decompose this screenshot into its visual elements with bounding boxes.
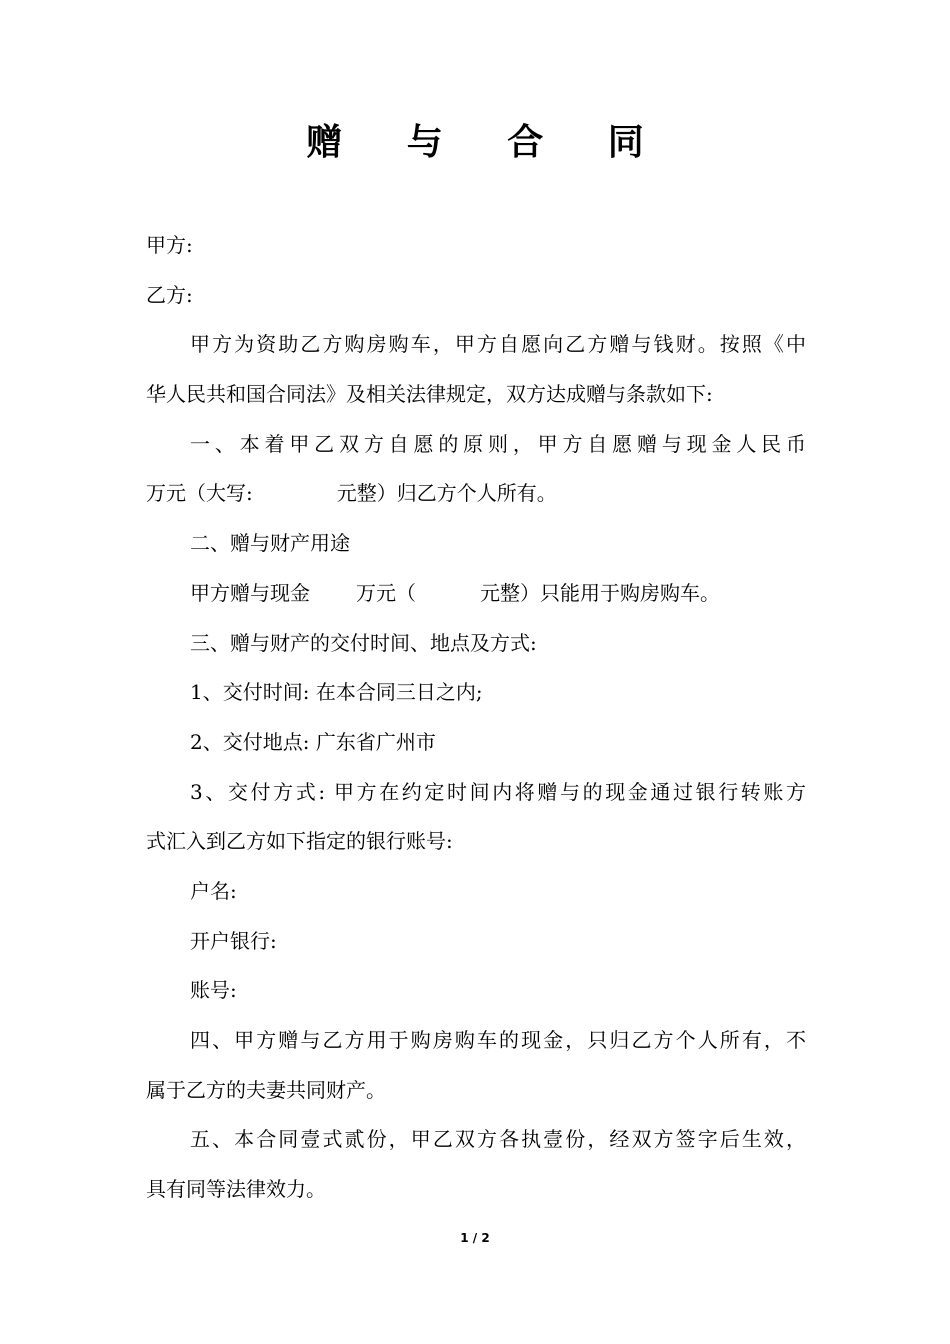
- clause-3-item-1: 1、交付时间: 在本合同三日之内;: [190, 680, 483, 705]
- account-bank-line: 开户银行:: [190, 928, 277, 953]
- party-b-line: 乙方:: [146, 282, 193, 307]
- clause-3-item-2: 2、交付地点: 广东省广州市: [190, 729, 436, 754]
- clause-1-text-a: 万元（大写:: [146, 481, 253, 506]
- party-a-line: 甲方:: [146, 233, 193, 257]
- clause-2-text: [146, 569, 806, 619]
- clause-2-heading: 二、赠与财产用途: [190, 531, 350, 556]
- account-number-line: 账号:: [190, 978, 237, 1003]
- clause-4-line-1: 四、甲方赠与乙方用于购房购车的现金，只归乙方个人所有，不: [190, 1028, 806, 1052]
- clause-1-line-1: 一、本着甲乙双方自愿的原则，甲方自愿赠与现金人民币: [190, 431, 806, 456]
- page-number: 1 / 2: [460, 1231, 490, 1245]
- preamble-line-1: 甲方为资助乙方购房购车，甲方自愿向乙方赠与钱财。按照《中: [190, 332, 806, 357]
- clause-5-line-1: 五、本合同壹式贰份，甲乙双方各执壹份，经双方签字后生效，: [190, 1127, 806, 1152]
- clause-3-item-3-line-2: 式汇入到乙方如下指定的银行账号:: [146, 829, 453, 854]
- clause-2-text-a: 甲方赠与现金: [190, 580, 310, 605]
- clause-5-line-2: 具有同等法律效力。: [146, 1177, 326, 1202]
- clause-4-line-2: 属于乙方的夫妻共同财产。: [146, 1077, 386, 1102]
- clause-2-text-b: 万元（: [356, 580, 416, 605]
- clause-1-line-2: [146, 469, 806, 519]
- clause-2-text-c: 元整）只能用于购房购车。: [480, 580, 720, 605]
- preamble-line-2: 华人民共和国合同法》及相关法律规定，双方达成赠与条款如下:: [146, 382, 713, 407]
- document-body: [146, 221, 806, 1215]
- document-title: 赠 与 合 同: [306, 121, 670, 163]
- clause-3-heading: 三、赠与财产的交付时间、地点及方式:: [190, 630, 537, 655]
- clause-1-text-b: 元整）归乙方个人所有。: [336, 481, 557, 506]
- clause-3-item-3-line-1: 3、交付方式: 甲方在约定时间内将赠与的现金通过银行转账方: [190, 779, 806, 804]
- account-name-line: 户名:: [190, 878, 237, 903]
